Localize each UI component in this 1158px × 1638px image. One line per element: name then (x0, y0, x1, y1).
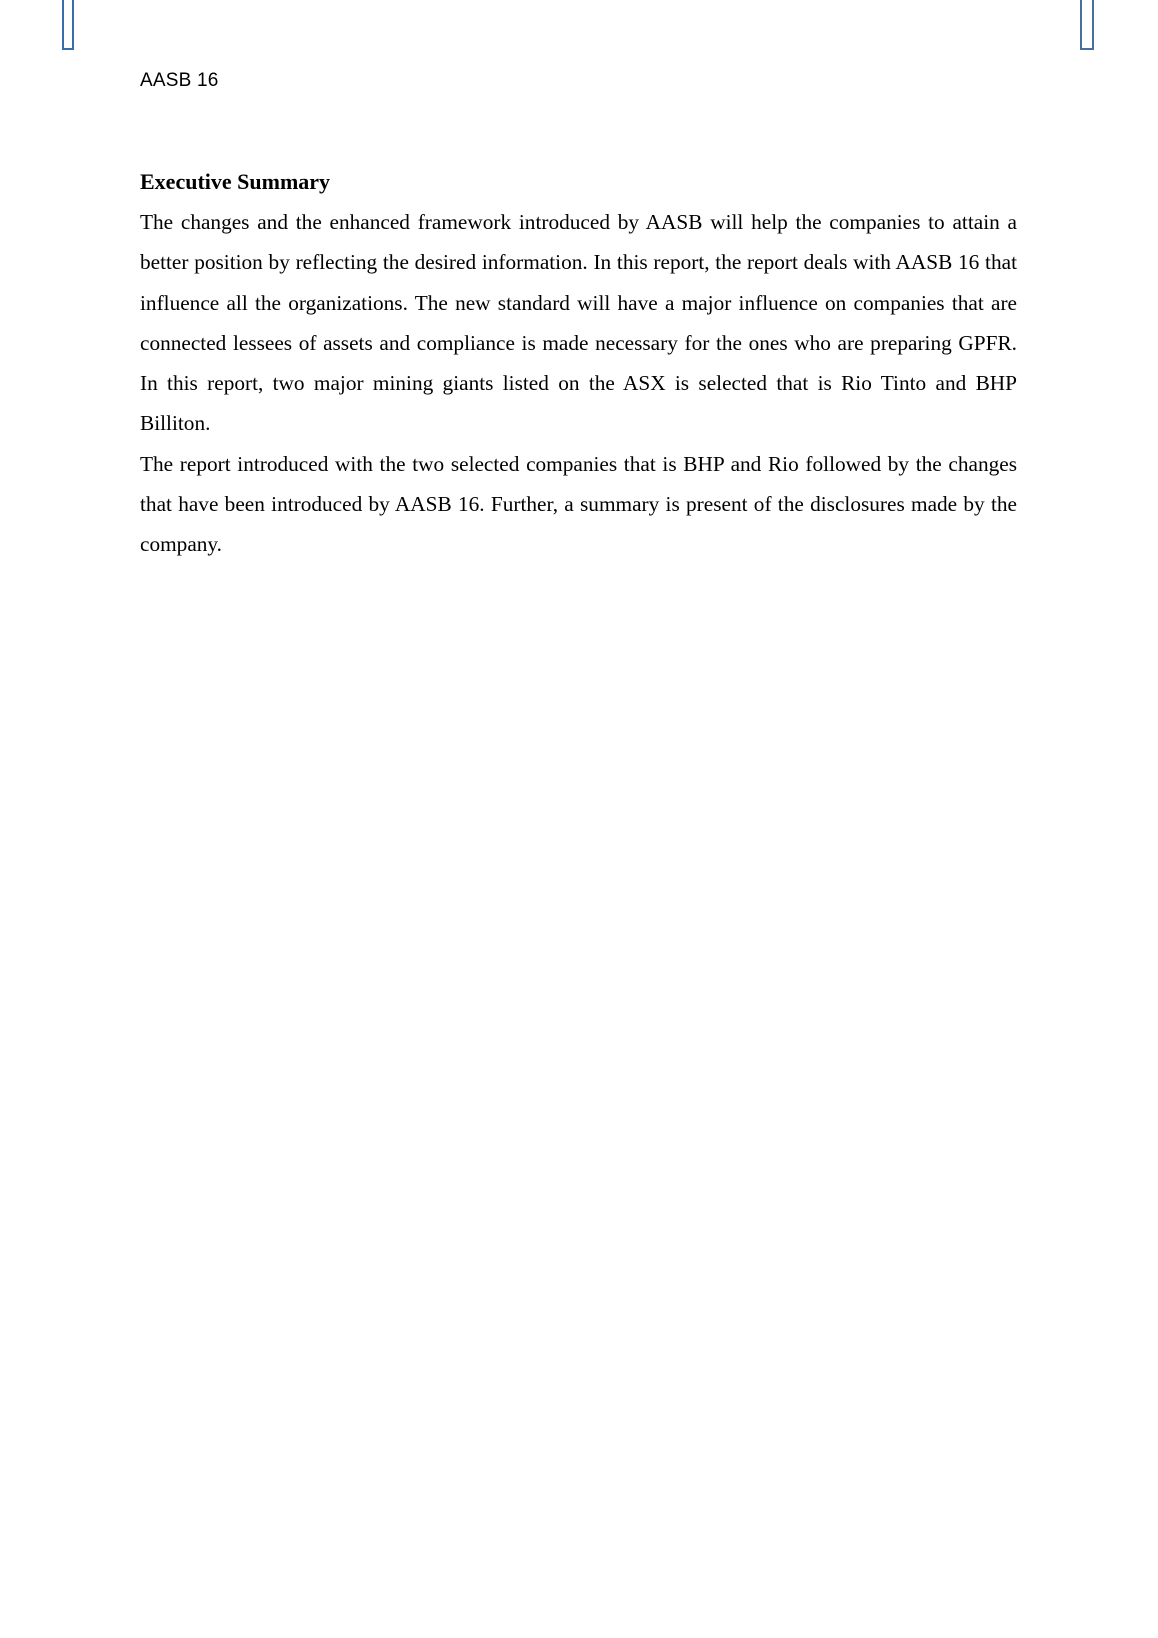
section-heading: Executive Summary (140, 169, 331, 194)
document-body (140, 164, 1017, 565)
crop-mark-top-right (1080, 0, 1094, 50)
paragraph: The report introduced with the two selected companies that is BHP and Rio followed by the changes that have been introduced by AASB 16. Further, a summary is present of the disclosures made by the company. (140, 451, 1017, 557)
crop-mark-top-left (62, 0, 74, 50)
page-header: AASB 16 (140, 70, 219, 91)
paragraph: The changes and the enhanced framework introduced by AASB will help the companies to attain a better position by reflecting the desired information. In this report, the report deals with AASB 16 that influence all the organizations. The new standard will have a major influence on companies that are connected lessees of assets and compliance is made necessary for the ones who are preparing GPFR. In this report, two major mining giants listed on the ASX is selected that is Rio Tinto and BHP Billiton. (140, 210, 1017, 436)
